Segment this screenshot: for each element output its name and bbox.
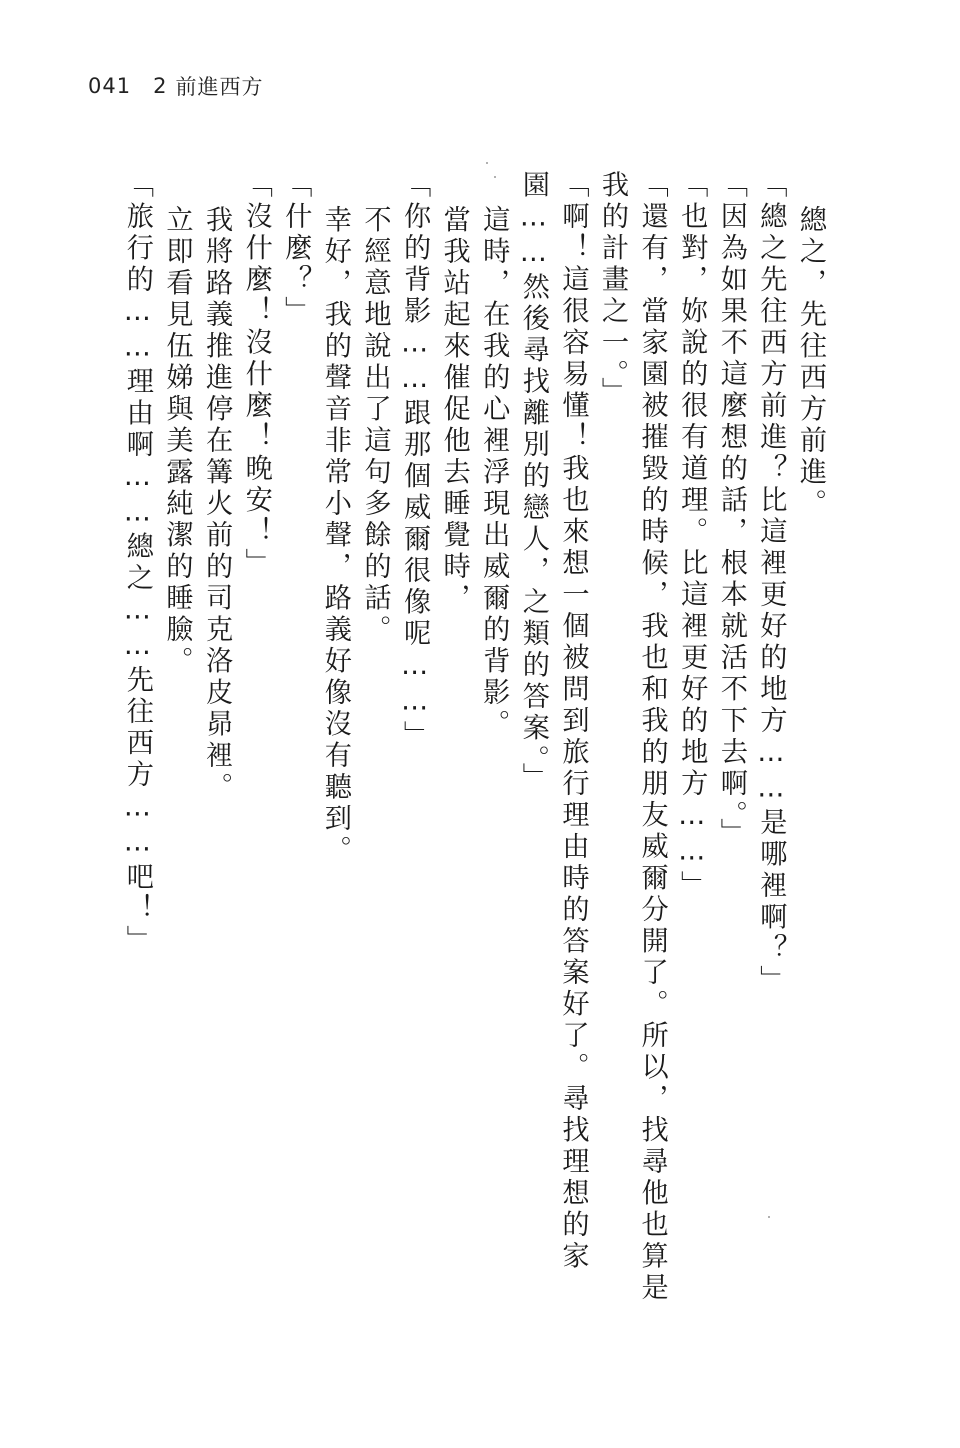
paragraph: 幸好，我的聲音非常小聲，路義好像沒有聽到。 [319, 205, 351, 867]
paragraph: 「也對，妳說的很有道理。比這裡更好的地方……」 [676, 170, 708, 903]
paragraph: 「啊！這很容易懂！我也來想一個被問到旅行理由時的答案好了。尋找理想的家園……然後尋找離別的戀人，之類的答案。」 [517, 170, 589, 1273]
paragraph: 「沒什麼！沒什麼！晚安！」 [240, 170, 272, 580]
paragraph: 立即看見伍娣與美露純潔的睡臉。 [161, 205, 193, 678]
page-number: 041 [88, 74, 132, 98]
scan-speck [768, 1216, 770, 1218]
chapter-number: 2 [153, 74, 168, 98]
paragraph: 當我站起來催促他去睡覺時， [438, 205, 470, 615]
paragraph: 這時，在我的心裡浮現出威爾的背影。 [478, 205, 510, 741]
scan-speck [486, 162, 488, 164]
paragraph: 總之，先往西方前進。 [795, 205, 826, 521]
paragraph: 「總之先往西方前進？比這裡更好的地方……是哪裡啊？」 [755, 170, 787, 997]
paragraph: 「什麼？」 [280, 170, 312, 328]
paragraph: 「旅行的……理由啊……總之……先往西方……吧！」 [121, 170, 153, 957]
paragraph: 「因為如果不這麼想的話，根本就活不下去啊。」 [715, 170, 747, 850]
paragraph: 不經意地說出了這句多餘的話。 [359, 205, 391, 647]
paragraph: 我將路義推進停在篝火前的司克洛皮昴裡。 [201, 205, 233, 804]
chapter-title: 前進西方 [175, 75, 264, 99]
running-header [88, 66, 263, 106]
scan-speck [494, 176, 496, 178]
paragraph: 「還有，當家園被摧毀的時候，我也和我的朋友威爾分開了。所以，找尋他也算是我的計畫之一。」 [597, 170, 668, 1304]
body-text [110, 170, 830, 1320]
paragraph: 「你的背影……跟那個威爾很像呢……」 [399, 170, 431, 753]
